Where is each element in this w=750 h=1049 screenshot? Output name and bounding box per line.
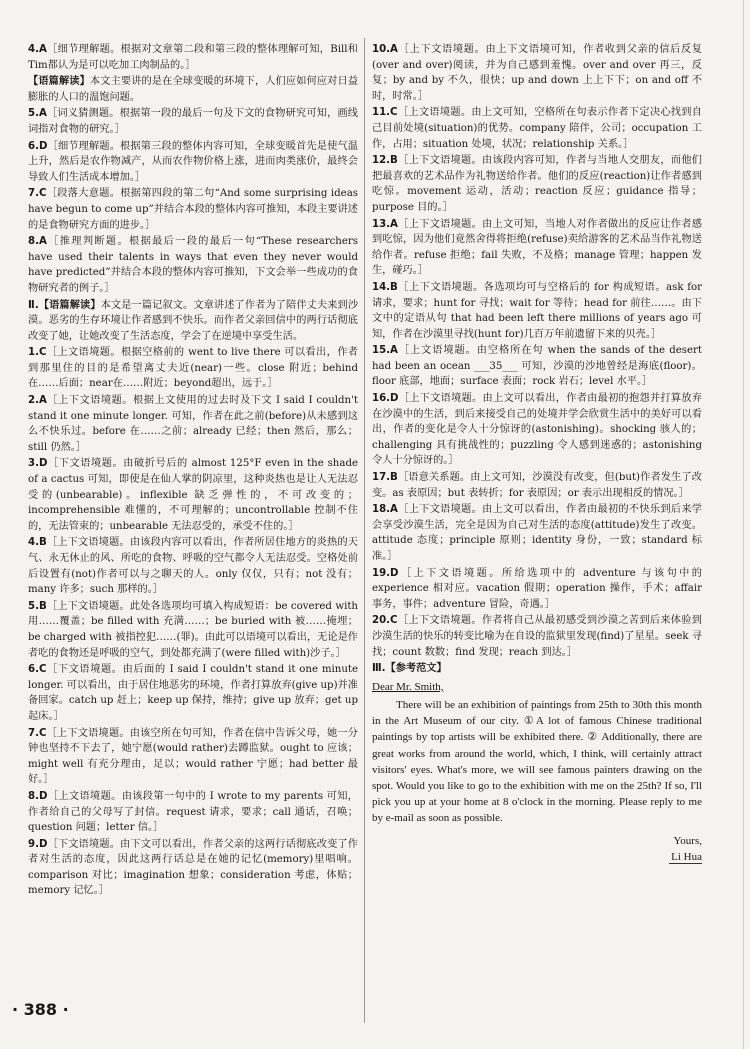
sample-essay [372,679,702,865]
answer-item [28,535,358,597]
essay-closing: Yours, [673,834,702,847]
answer-number: 6.C [28,664,47,676]
section-tag: 【语篇解读】 [38,299,101,311]
answer-item [28,186,362,233]
right-items [372,42,706,660]
answer-text: ［词义猜测题。根据第一段的最后一句及下文的食物研究可知，画线词指对食物的研究。］ [28,108,358,135]
column-divider [364,38,365,1023]
answer-item [372,613,702,660]
answer-item [28,837,358,899]
answer-text: ［上文语境题。由上文可知，空格所在句表示作者下定决心找到自己目前处境(situation)的优势。company 陪伴，公司；occupation 工作，占用；situation 处境，状况；relationship 关系。］ [372,107,702,150]
answer-number: 1.C [28,347,47,359]
answer-number: Ⅱ. [28,299,39,311]
page-edge [743,0,744,1049]
page-number: · 388 · [12,1000,69,1019]
answer-number: 9.D [28,838,48,850]
right-column [372,42,706,865]
answer-number: 4.B [28,537,47,549]
answer-number: 5.A [28,108,47,120]
answer-text: ［上下文语境题。由上文可知，当地人对作者做出的反应让作者感到吃惊，因为他们竟然舍得将拒绝(refuse)卖给游客的艺术品当作礼物送给作者。refuse 拒绝；fail 失败，不及格；manage 管理；happen 发生，碰巧。］ [372,218,702,277]
answer-text: ［上文语境题。根据空格前的 went to live there 可以看出，作者到那里住的目的是希望离丈夫近(near)一些。close 附近；behind在……后面；near在……附近；beyond超出，远于。］ [28,347,358,390]
answer-number: 7.C [28,188,47,200]
answer-number: 10.A [372,44,398,55]
answer-text: 本文是一篇记叙文。文章讲述了作者为了陪伴丈夫来到沙漠。恶劣的生存环境让作者感到不快乐。而作者父亲回信中的两行话彻底改变了她，让她改变了生活态度，学会了在逆境中享受生活。 [28,299,359,342]
answer-number: 16.D [372,393,399,405]
answer-item [28,393,362,455]
answer-item [28,42,362,73]
answer-text: ［上下文语境题。由该空所在句可知，作者在信中告诉父母，她一分钟也坚持不下去了，她宁愿(would rather)去蹲监狱。ought to 应该；might well 有充分理由，足以；would rather 宁愿；had better 最好。］ [28,727,358,786]
answer-item [28,789,358,836]
answer-number: 17.B [372,472,398,484]
answer-text: ［段落大意题。根据第四段的第二句“And some surprising ideas have begun to come up”并结合本段的整体内容可推知，本段主要讲述的是食物研究方面的进步。］ [28,188,362,231]
answer-item [28,345,358,392]
answer-text: ［上下文语境题。根据上文使用的过去时及下文 I said I couldn't stand it one minute longer. 可知，作者在此之前(before)从未感到这么不快乐过。before 在……之前；already 已经；then 然后，那么；still 仍然。］ [28,395,362,453]
answer-text: ［上文语境题。由该段第一句中的 I wrote to my parents 可知，作者给自己的父母写了封信。request 请求，要求；call 通话，召唤；question 问题；letter 信。］ [28,790,358,834]
answer-number: 19.D [372,567,399,579]
answer-text: ［下文语境题。由下文可以看出，作者父亲的这两行话彻底改变了作者对生活的态度，因此这两行话总是在她的记忆(memory)里唱响。comparison 对比；imagination 想象；consideration 考虑，体贴；memory 记忆。］ [28,838,358,897]
answer-item [28,726,358,788]
answer-text: ［上下文语境题。此处各选项均可填入构成短语：be covered with 用……覆盖；be filled with 充满……；be buried with 被……掩埋；be charged with 被指控犯……(罪)。由此可以语境可以看出，无论是作者吃的食物还是呼吸的空气，到处都充满了(were filled with)沙子。］ [28,600,362,659]
answer-item [28,662,362,724]
answer-text: ［上下文语境题。作者将自己从最初感受到沙漠之苦到后来体验到沙漠生活的快乐的转变比喻为在自设的监狱里发现(find)了星星。seek 寻找；count 数数；find 发现；reach 到达。］ [372,615,702,658]
answer-number: 18.A [372,504,398,516]
answer-text: ［下文语境题。由后面的 I said I couldn't stand it one minute longer. 可以看出，由于居住地恶劣的环境，作者打算放弃(give up)并准备回家。catch up 赶上；keep up 保持，维持；give up 放弃；get up 起床。］ [28,664,362,722]
answer-number: 6.D [28,140,48,152]
answer-item [372,105,702,152]
answer-item [28,298,358,345]
answer-number: 13.A [372,218,398,230]
answer-item [372,280,706,342]
answer-item [372,217,702,279]
essay-signature: Li Hua [671,850,702,863]
answer-number: 14.B [372,281,398,293]
answer-text: ［上下文语境题。由该段内容可知，作者与当地人交朋友，而他们把最喜欢的艺术品作为礼物送给作者。他们的反应(reaction)让作者感到吃惊。movement 运动，活动；reaction 反应；guidance 指导；purpose 目的。］ [372,155,702,213]
answer-text: ［上下文语境题。各选项均可与空格后的 for 构成短语。ask for 请求，要求；hunt for 寻找；wait for 等待；head for 前往……。由下文中的定语从句 that had been left there millions of years ago 可知，作者在沙漠里寻找(hunt for)几百万年前遗留下来的贝壳。］ [372,281,706,340]
answer-item [28,234,362,296]
answer-item [372,391,706,469]
section-3-num: Ⅲ. [372,663,386,675]
answer-text: ［上下文语境题。由上文可以看出，作者由最初的不快乐到后来学会享受沙漠生活，完全是因为自己对生活的态度(attitude)发生了改变。attitude 态度；principle 原则；identity 身份，一致；standard 标准。］ [372,504,702,562]
answer-number: 20.C [372,615,398,627]
left-column [28,42,362,900]
answer-number: 12.B [372,155,398,167]
answer-text: 本文主要讲的是在全球变暖的环境下，人们应如何应对日益膨胀的人口的温饱问题。 [28,76,359,103]
answer-item [28,106,358,137]
answer-text: ［细节理解题。根据对文章第二段和第三段的整体理解可知，Bill和 Tim都认为是可以吃加工肉制品的。］ [28,44,362,71]
essay-paragraph: There will be an exhibition of paintings from 25th to 30th this month in the Art Museum of our city. ①A lot of famous Chinese traditional paintings by top artists will be exhibited there. ② Additionally, there are great works from around the world, which, I think, will certainly attract visitors' eyes. What's more, we will see famous painters drawing on the spot. Would you like to go to the exhibition with me on the 25th? If so, I'll pick you up at your home at 8 o'clock in the morning. Please reply to me by e-mail as soon as possible. [372,698,702,825]
answer-item [372,42,702,104]
answer-number: 11.C [372,107,398,119]
answer-text: ［上下文语境题。由上文可以看出，作者由最初的抱怨并打算放弃在沙漠中的生活，到后来接受自己的处境并学会欣赏生活中的美好可以看出，作者的变化是令人十分惊讶的(astonishing)。shocking 骇人的；challenging 具有挑战性的；puzzling 令人感到迷惑的；astonishing 令人十分惊讶的。］ [372,393,706,467]
answer-text: ［上下文语境题。由该段内容可以看出，作者所居住地方的炎热的天气、永无休止的风、所吃的食物、呼吸的空气都令人无法忍受。空格处前后设置有(not)作者可以与之聊天的人。only 仅仅，只有；not 没有；many 许多；such 那样的。］ [28,537,358,596]
answer-text: ［上下文语境题。由上下文语境可知，作者收到父亲的信后反复(over and over)阅读，并为自己感到羞愧。over and over 再三，反复；by and by 不久，很快；up and down 上上下下；on and off 不时，时常。］ [372,44,702,102]
answer-text: ［推理判断题。根据最后一段的最后一句“These researchers have used their talents in ways that even they never would have predicted”并结合本段的整体内容可推知，下文会举一些成功的食物研究者的例子。］ [28,236,362,294]
essay-greeting: Dear Mr. Smith, [372,680,444,693]
section-3-header [372,661,702,677]
answer-number: 3.D [28,458,48,470]
answer-number: 4.A [28,44,47,55]
answer-number: 15.A [372,345,398,357]
answer-number: 8.D [28,790,48,802]
answer-text: ［细节理解题。根据第三段的整体内容可知，全球变暖首先是使气温上升，然后是农作物减产，从而农作物价格上涨，进而肉类涨价，最终会导致人们生活成本增加。］ [28,140,358,183]
answer-item [372,502,702,564]
answer-item [28,139,358,186]
answer-item [28,74,358,105]
answer-text: ［语意关系题。由上文可知，沙漠没有改变，但(but)作者发生了改变。as 表原因；but 表转折；for 表原因；or 表示出现相反的情况。］ [372,472,702,499]
section-tag: 【语篇解读】 [28,76,90,88]
answer-item [372,470,702,501]
answer-text: ［下文语境题。由破折号后的 almost 125°F even in the shade of a cactus 可知，即使是在仙人掌的阴凉里，这种炎热也是让人无法忍受的(unbearable)。inflexible 缺乏弹性的，不可改变的；incomprehensible 难懂的，不可理解的；uncontrollable 控制不住的，无法管束的；unbearable 无法忍受的，承受不住的。］ [28,458,362,532]
answer-item [28,456,362,534]
answer-number: 2.A [28,395,47,407]
answer-item [372,343,706,390]
answer-item [372,566,706,613]
answer-number: 8.A [28,236,47,248]
answer-text: ［上下文语境题。所给选项中的 adventure 与该句中的 experience 相对应。vacation 假期；operation 操作，手术；affair 事务，事件；adventure 冒险，奇遇。］ [372,567,706,610]
answer-number: 5.B [28,600,47,612]
answer-number: 7.C [28,727,47,739]
answer-item [372,153,702,215]
answer-item [28,599,362,661]
answer-text: ［上文语境题。由空格所在句 when the sands of the desert had been an ocean ___35___ 可知，沙漠的沙地曾经是海底(floor)。floor 底部，地面；surface 表面；rock 岩石；level 水平。］ [372,345,706,388]
section-3-tag: 【参考范文】 [385,663,447,675]
